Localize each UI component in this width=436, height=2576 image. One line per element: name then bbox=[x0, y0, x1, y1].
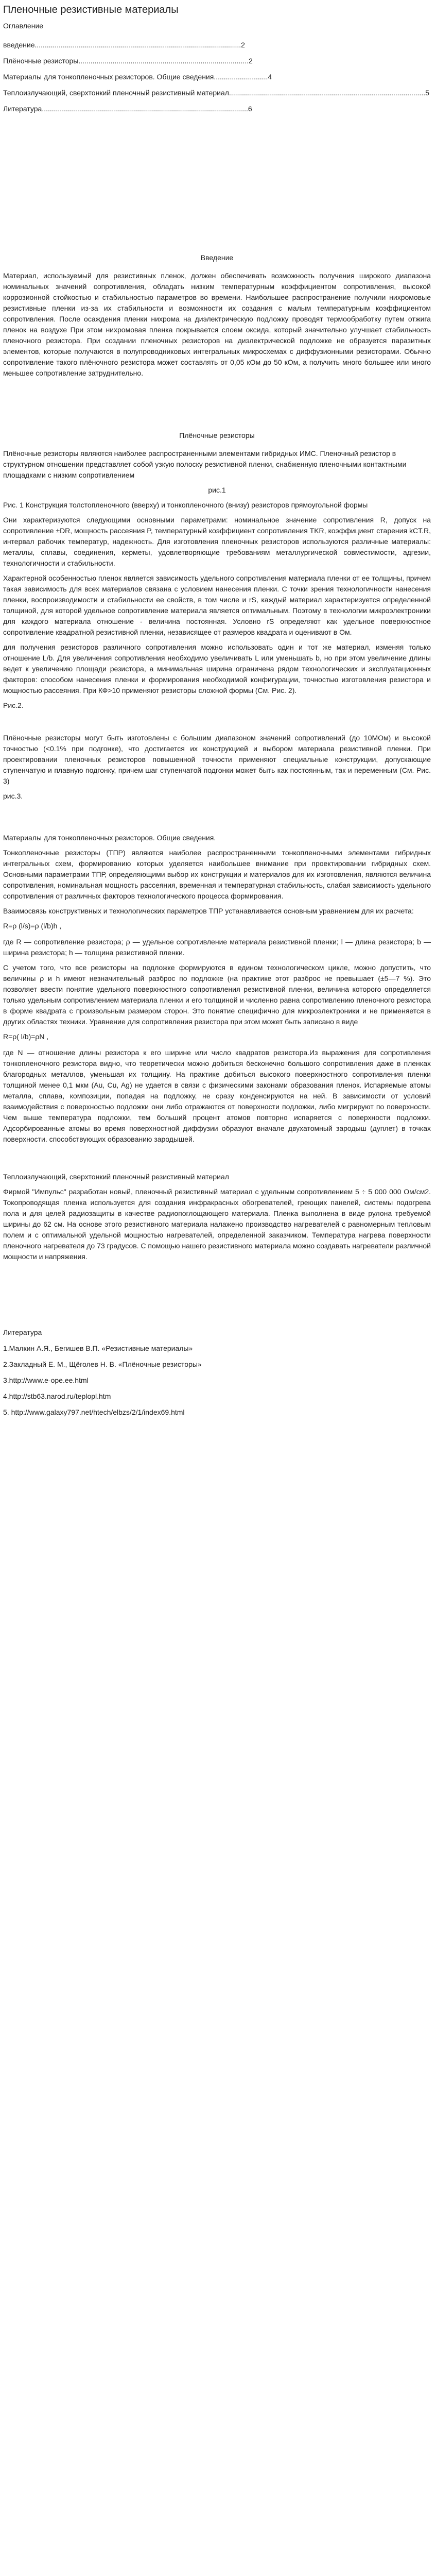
section-thermal-film bbox=[3, 1172, 431, 1262]
reference-item: 1.Малкин А.Я., Бегишев В.П. «Резистивные материалы» bbox=[3, 1344, 193, 1352]
paragraph: С учетом того, что все резисторы на подложке формируются в едином технологическом цикле, можно допустить, что величины ρ и h имеют незначительный разброс по подложке (на практике этот разброс не превышает (±5—7 %). Это позволяет ввести понятие удельного поверхностного сопротивления резистивной пленки, величина которого определяется только удельным сопротивлением материала пленки и его толщиной и численно равна сопротивлению пленочного резистора в форме квадрата с произвольным размером сторон. Это понятие специфично для микроэлектроники и не применяется в других областях техники. Уравнение для сопротивления резистора при этом может быть записано в виде bbox=[3, 963, 431, 1026]
reference-link[interactable]: 3.http://www.e-ope.ee.html bbox=[3, 1376, 89, 1384]
toc-link-references[interactable]: Литература.......................................................................................................6 bbox=[3, 105, 252, 113]
toc-link-materials[interactable]: Материалы для тонкопленочных резисторов. Общие сведения...........................4 bbox=[3, 73, 272, 81]
page-title: Пленочные резистивные материалы bbox=[3, 4, 179, 15]
section-intro bbox=[3, 252, 431, 379]
paragraph: Они характеризуются следующими основными параметрами: номинальное значение сопротивления R, допуск на сопротивление ±DR, мощность рассеяния P, температурный коэффициент сопротивления TKR, коэффициент старения kCT.R, интервал рабочих температур, надежность. Для изготовления пленочных резисторов используются различные материалы: металлы, сплавы, соединения, керметы, удовлетворяющие требованиям металлургической совместимости, адгезии, технологичности и стабильности. bbox=[3, 516, 431, 567]
figure-label-3: рис.3. bbox=[3, 792, 23, 800]
paragraph: для получения резисторов различного сопротивления можно использовать один и тот же материал, изменяя только отношение L/b. Для увеличения сопротивления необходимо увеличивать L или уменьшать b, но при этом увеличение длины ведет к увеличению площади резистора, а минимальная ширина ограничена рядом технологических и эксплуатационных факторов: способом нанесения пленки и формирования необходимой конфигурации, точностью изготовления резистора и мощностью рассеяния. При КФ>10 применяют резисторы сложной формы (См. Рис. 2). bbox=[3, 643, 431, 694]
paragraph: где N — отношение длины резистора к его ширине или число квадратов резистора.Из выражения для сопротивления тонкопленочного резистора видно, что теоретически можно добиться бесконечно большого сопротивления даже в пленках благородных металлов, уменьшая их толщину. На практике добиться высокого поверхностного сопротивления пленки толщиной менее 0,1 мкм (Au, Cu, Ag) не удается в связи с физическими законами образования пленок. Испаряемые атомы металла, сплава, композиции, попадая на подложку, не сразу конденсируются на ней. В зависимости от условий взаимодействия с поверхностью подложки они либо отражаются от поверхности подложки, либо мигрируют по поверхности. Чем выше температура подложки, тем больший процент атомов повторно испаряется с поверхности подложки. Адсорбированные атомы во время поверхностной диффузии образуют вначале двухатомный зародыш (дуплет) в точках поверхности. способствующих образованию зародышей. bbox=[3, 1048, 431, 1143]
toc-link-intro[interactable]: введение.......................................................................................................2 bbox=[3, 41, 245, 49]
paragraph: Плёночные резисторы могут быть изготовлены с большим диапазоном значений сопротивлений (до 10МОм) и высокой точностью (<0.1% при подгонке), что достигается их конструкцией и выбором материала резистивной пленки. При проектировании пленочных резисторов повышенной точности применяют специальные конструкции, допускающие ступенчатую и плавную подгонку, причем шаг ступенчатой подгонки может быть как постоянным, так и переменным (См. Рис. 3) bbox=[3, 734, 431, 785]
paragraph: Тонкопленочные резисторы (ТПР) являются наиболее распространенными тонкопленочными элементами гибридных интегральных схем, формированию которых уделяется наибольшее внимание при проектировании гибридных схем. Основными параметрами ТПР, определяющими выбор их конструкции и материалов для их изготовления, являются величина сопротивления, номинальная мощность рассеяния, временная и температурная стабильность, слабая зависимость удельного сопротивления от различных факторов технологического процесса формирования. bbox=[3, 849, 431, 900]
section-references bbox=[3, 1327, 431, 1418]
paragraph: где R — сопротивление резистора; ρ — удельное сопротивление материала резистивной пленки; l — длина резистора; b — ширина резистора; h — толщина резистивной пленки. bbox=[3, 938, 431, 957]
reference-link[interactable]: 4.http://stb63.narod.ru/teplopl.htm bbox=[3, 1392, 111, 1400]
section-heading-materials: Материалы для тонкопленочных резисторов. Общие сведения. bbox=[3, 834, 216, 842]
section-heading-references: Литература bbox=[3, 1328, 42, 1336]
toc-link-thermal[interactable]: Теплоизлучающий, сверхтонкий пленочный резистивный материал..................................................................................................5 bbox=[3, 89, 429, 97]
paragraph: Характерной особенностью пленок является зависимость удельного сопротивления материала пленки от ее толщины, причем такая зависимость для всех материалов связана с условием нанесения пленки. С точки зрения технологичности нанесения пленки, воспроизводимости и стабильности ее свойств, в том числе и rS, каждый материал характеризуется определенной толщиной, для которой удельное сопротивление материала является оптимальным. Поэтому в технологии микроэлектроники для каждого материала отношение - величина постоянная. Условно rS определяют как удельное поверхностное сопротивление квадратной резистивной пленки, независящее от размеров квадрата и оценивают в Ом. bbox=[3, 574, 431, 636]
section-film-resistors bbox=[3, 430, 431, 802]
section-heading-thermal: Теплоизлучающий, сверхтонкий пленочный резистивный материал bbox=[3, 1173, 229, 1181]
formula-resistance: R=ρ (l/s)=ρ (l/b)h , bbox=[3, 922, 62, 930]
paragraph: Плёночные резисторы являются наиболее распространенными элементами гибридных ИМС. Пленочный резистор в структурном отношении представляет собой узкую полоску резистивной пленки, снабженную пленочными контактными площадками с низким сопротивлением bbox=[3, 449, 407, 479]
figure-caption-1: Рис. 1 Конструкция толстопленочного (вверху) и тонкопленочного (внизу) резисторов прямоугольной формы bbox=[3, 501, 368, 509]
section-heading-resistors: Плёночные резисторы bbox=[179, 431, 255, 439]
paragraph: Взаимосвязь конструктивных и технологических параметров ТПР устанавливается основным уравнением для их расчета: bbox=[3, 907, 414, 915]
figure-label-2: Рис.2. bbox=[3, 701, 24, 709]
table-of-contents bbox=[3, 21, 431, 114]
section-heading-intro: Введение bbox=[200, 253, 234, 262]
formula-squares: R=ρ( l/b)=ρN , bbox=[3, 1032, 49, 1041]
paragraph: Фирмой "Импульс" разработан новый, пленочный резистивный материал с удельным сопротивлением 5 ÷ 5 000 000 Ом/см2. Токопроводящая пленка используется для создания инфракрасных обогревателей, греющих панелей, системы подогрева пола и для целей радиозащиты в качестве радиопоглощающего материала. Пленка выполнена в виде рулона требуемой ширины до 62 см. На основе этого резистивного материала налажено производство нагревателей с равномерным тепловым полем и с оптимальной удельной мощностью нагревателей, определенной заказчиком. Температура нагрева поверхности пленочного нагревателя до 73 градусов. С помощью нашего резистивного материала можно создавать нагреватели различной мощности и напряжения. bbox=[3, 1188, 431, 1261]
figure-label-1: рис.1 bbox=[208, 486, 226, 494]
paragraph: Материал, используемый для резистивных пленок, должен обеспечивать возможность получения широкого диапазона номинальных значений сопротивления, обладать низким температурным коэффициентом сопротивления, высокой коррозионной стойкостью и стабильностью параметров во времени. Наибольшее распространение получили нихромовые резистивные пленки из-за их стабильности и возможности их создания с малым температурным коэффициентом сопротивления. После осаждения пленки нихрома на диэлектрическую подложку проводят термообработку путем отжига пленок на воздухе При этом нихромовая пленка покрывается слоем оксида, который значительно улучшает стабильность пленочного резистора. При создании пленочных резисторов на диэлектрической подложке не образуется паразитных элементов, которые получаются в полупроводниковых интегральных микросхемах с диффузионными резисторами. Обычно сопротивление такого плёночного резистора может составлять от 0,05 кОм до 50 кОм, а получить много большее или много меньшее сопротивление затруднительно. bbox=[3, 272, 431, 377]
section-materials bbox=[3, 833, 431, 1145]
reference-item: 2.Закладный Е. М., Щёголев Н. В. «Плёночные резисторы» bbox=[3, 1360, 202, 1368]
toc-link-resistors[interactable]: Плёночные резисторы.....................................................................................2 bbox=[3, 57, 253, 65]
toc-heading: Оглавление bbox=[3, 22, 44, 30]
reference-link[interactable]: 5. http://www.galaxy797.net/htech/elbzs/2/1/index69.html bbox=[3, 1408, 185, 1416]
